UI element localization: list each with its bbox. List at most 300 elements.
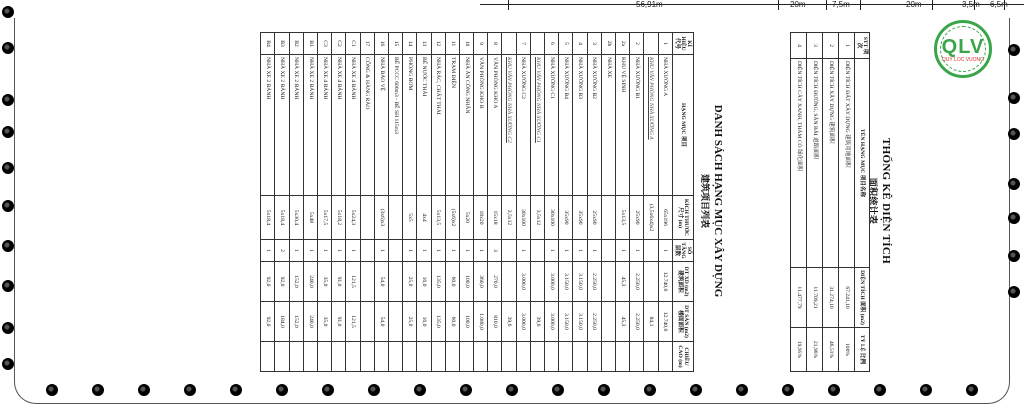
- table-cell: NHÀ XƯỞNG B4: [559, 55, 573, 196]
- column-header: DIỆN TÍCH 面积 (m2): [855, 268, 870, 328]
- table-row: [587, 33, 601, 372]
- table-cell: 45,3: [615, 302, 629, 342]
- table-cell: [601, 240, 615, 262]
- table-row: [403, 33, 417, 372]
- table-cell: 67.241,10: [839, 268, 855, 328]
- dimension-label: 56,91m: [636, 0, 663, 9]
- table-cell: DIỆN TÍCH XÂY DỰNG 建筑面积: [823, 59, 839, 268]
- table-cell: 4x4: [417, 196, 431, 240]
- table-cell: [516, 342, 530, 372]
- table-cell: 1: [658, 33, 672, 55]
- table-row: [261, 33, 275, 372]
- rotated-schedule-sheet: [190, 24, 900, 380]
- table-cell: 5x48: [303, 196, 317, 240]
- table-row: [630, 33, 644, 372]
- table-cell: 13: [417, 33, 431, 55]
- table-cell: [360, 342, 374, 372]
- table-cell: 121,5: [346, 302, 360, 342]
- table-cell: KHU VĂN PHÒNG NHÀ XƯỞNG C1: [530, 55, 544, 196]
- table-cell: 100,0: [459, 302, 473, 342]
- column-header: TỶ LỆ 比例: [855, 328, 870, 372]
- table-cell: 3: [807, 33, 823, 59]
- bolt-marker: [322, 384, 334, 396]
- table-cell: 17: [360, 33, 374, 55]
- table-cell: [559, 342, 573, 372]
- table-cell: 3.150,0: [559, 262, 573, 302]
- column-header: KÍCH THƯỚC 尺寸 (m): [672, 196, 693, 240]
- table-row: [474, 33, 488, 372]
- table-cell: NHÀ XE 2 BÁNH: [261, 55, 275, 196]
- table-cell: 92,0: [261, 302, 275, 342]
- table-cell: 1: [630, 240, 644, 262]
- dimension-label: 3,5m: [962, 0, 980, 9]
- table-cell: 152,0: [289, 262, 303, 302]
- table-cell: 1: [474, 240, 488, 262]
- table-cell: 5x5: [403, 196, 417, 240]
- bolt-marker: [460, 384, 472, 396]
- table-cell: 135,0: [431, 302, 445, 342]
- area-summary-table: [790, 32, 870, 372]
- table-cell: 35x90: [559, 196, 573, 240]
- table-cell: NHÀ ĂN CÔNG NHÂN: [459, 55, 473, 196]
- column-header: DT SÀN (m2) 楼面面积: [672, 302, 693, 342]
- bolt-marker: [782, 384, 794, 396]
- table-cell: [644, 342, 658, 372]
- table-cell: [318, 342, 332, 372]
- table-cell: C3: [318, 33, 332, 55]
- table-cell: [644, 33, 658, 55]
- bolt-marker: [690, 384, 702, 396]
- table-cell: 16,0: [417, 262, 431, 302]
- table-cell: BỂ NƯỚC THẢI: [417, 55, 431, 196]
- bolt-marker: [966, 384, 978, 396]
- bolt-marker: [414, 384, 426, 396]
- table-row: [360, 33, 374, 372]
- table-cell: 92,0: [261, 262, 275, 302]
- table-cell: [530, 342, 544, 372]
- table-cell: 12.740,0: [658, 302, 672, 342]
- bolt-marker: [2, 240, 14, 252]
- table-cell: [545, 342, 559, 372]
- table-row: [545, 33, 559, 372]
- table-cell: [601, 342, 615, 372]
- summary-title: [867, 36, 892, 366]
- bolt-marker: [1008, 128, 1020, 140]
- construction-items-table: [260, 32, 694, 372]
- table-cell: 3.150,0: [573, 302, 587, 342]
- table-cell: [601, 196, 615, 240]
- table-cell: [388, 262, 402, 302]
- table-cell: 6: [545, 33, 559, 55]
- bolt-marker: [874, 384, 886, 396]
- table-row: [791, 33, 807, 372]
- items-title-text: DANH SÁCH HẠNG MỤC XÂY DỰNG: [712, 104, 724, 298]
- table-cell: 30x100: [516, 196, 530, 240]
- table-cell: 4: [573, 33, 587, 55]
- dimension-tick: [778, 0, 779, 10]
- table-row: [275, 33, 289, 372]
- table-row: [459, 33, 473, 372]
- logo-ring: [940, 26, 986, 72]
- table-row: [388, 33, 402, 372]
- bolt-marker: [1008, 178, 1020, 190]
- table-cell: 3: [488, 240, 502, 262]
- table-cell: NHÀ XƯỞNG A: [658, 55, 672, 196]
- table-cell: [530, 240, 544, 262]
- table-row: [573, 33, 587, 372]
- table-cell: 35x90: [573, 196, 587, 240]
- table-cell: KHU VĂN PHÒNG NHÀ XƯỞNG A: [644, 55, 658, 196]
- item-rows: [261, 33, 672, 372]
- table-cell: 25,0: [403, 302, 417, 342]
- table-cell: 1: [658, 240, 672, 262]
- table-cell: KHU VỆ SINH: [615, 55, 629, 196]
- table-cell: (5x6)x2: [445, 196, 459, 240]
- table-cell: PHÒNG BƠM: [403, 55, 417, 196]
- table-cell: VĂN PHÒNG KHO A: [488, 55, 502, 196]
- table-cell: 1: [289, 240, 303, 262]
- bolt-marker: [138, 384, 150, 396]
- table-cell: [360, 262, 374, 302]
- table-cell: [587, 342, 601, 372]
- table-cell: 54,0: [374, 262, 388, 302]
- table-cell: 31.274,10: [823, 268, 839, 328]
- table-cell: 3.000,0: [545, 262, 559, 302]
- table-cell: [502, 262, 516, 302]
- table-cell: [360, 196, 374, 240]
- table-cell: 12.740,0: [658, 262, 672, 302]
- table-cell: 1: [545, 240, 559, 262]
- table-cell: 60,0: [445, 262, 459, 302]
- table-cell: 4: [791, 33, 807, 59]
- table-cell: 65x196: [658, 196, 672, 240]
- table-cell: [346, 342, 360, 372]
- table-cell: [573, 342, 587, 372]
- column-header: HẠNG MỤC 项目: [672, 55, 693, 196]
- table-row: [601, 33, 615, 372]
- table-cell: 19,95%: [791, 328, 807, 372]
- table-cell: TRẠM ĐIỆN: [445, 55, 459, 196]
- bolt-marker: [598, 384, 610, 396]
- table-cell: NHÀ XƯỞNG B3: [573, 55, 587, 196]
- table-cell: 16: [374, 33, 388, 55]
- bolt-marker: [184, 384, 196, 396]
- table-cell: 35,0: [318, 262, 332, 302]
- table-cell: NHÀ XƯỞNG B1: [630, 55, 644, 196]
- table-cell: 2.250,0: [630, 302, 644, 342]
- table-cell: 91,0: [332, 262, 346, 302]
- table-cell: 2a: [615, 33, 629, 55]
- table-cell: 1: [303, 240, 317, 262]
- bolt-marker: [736, 384, 748, 396]
- table-row: [318, 33, 332, 372]
- table-cell: 5x30,4: [289, 196, 303, 240]
- table-cell: [530, 33, 544, 55]
- column-header: STT 项次: [855, 33, 870, 59]
- dimension-label: 6,5m: [990, 0, 1008, 9]
- table-cell: [360, 302, 374, 342]
- table-cell: 121,5: [346, 262, 360, 302]
- table-cell: [601, 302, 615, 342]
- table-row: [615, 33, 629, 372]
- bolt-marker: [230, 384, 242, 396]
- table-cell: 2b: [601, 33, 615, 55]
- table-cell: [488, 342, 502, 372]
- table-cell: 1: [839, 33, 855, 59]
- table-cell: 8: [488, 33, 502, 55]
- table-cell: 91,0: [332, 302, 346, 342]
- table-cell: 270,0: [488, 262, 502, 302]
- table-cell: 1: [318, 240, 332, 262]
- table-cell: 15: [388, 33, 402, 55]
- table-cell: 5x20: [459, 196, 473, 240]
- table-cell: 360,0: [474, 262, 488, 302]
- table-cell: 1: [573, 240, 587, 262]
- table-cell: 25,0: [403, 262, 417, 302]
- table-cell: [388, 240, 402, 262]
- summary-title-cn: 面积统计表: [868, 177, 878, 225]
- bolt-marker: [2, 42, 14, 54]
- table-cell: 5x13,5: [615, 196, 629, 240]
- table-cell: 240,0: [303, 262, 317, 302]
- table-cell: 810,0: [488, 302, 502, 342]
- bolt-marker: [1008, 250, 1020, 262]
- bolt-marker: [92, 384, 104, 396]
- table-cell: NHÀ XƯỞNG C2: [516, 55, 530, 196]
- table-cell: [388, 342, 402, 372]
- table-cell: 35,0: [318, 302, 332, 342]
- bolt-marker: [506, 384, 518, 396]
- column-header: SỐ TẦNG 层数: [672, 240, 693, 262]
- table-cell: [502, 240, 516, 262]
- table-cell: 3,5x12: [502, 196, 516, 240]
- table-cell: [644, 262, 658, 302]
- table-row: [332, 33, 346, 372]
- table-cell: B3: [275, 33, 289, 55]
- table-cell: B4: [261, 33, 275, 55]
- table-cell: NHÀ XE 4 BÁNH: [346, 55, 360, 196]
- table-cell: 11: [445, 33, 459, 55]
- table-cell: 5x13,5: [431, 196, 445, 240]
- bolt-marker: [2, 6, 14, 18]
- bolt-marker: [2, 280, 14, 292]
- table-cell: 3.150,0: [559, 302, 573, 342]
- dimension-label: 20m: [906, 0, 922, 9]
- table-row: [839, 33, 855, 372]
- table-cell: 16,0: [417, 302, 431, 342]
- table-cell: 7: [516, 33, 530, 55]
- items-title: [699, 36, 724, 366]
- table-cell: 12: [431, 33, 445, 55]
- table-row: [658, 33, 672, 372]
- summary-title-text: THỐNG KÊ DIỆN TÍCH: [880, 138, 892, 264]
- table-cell: 3.000,0: [516, 302, 530, 342]
- table-cell: [474, 342, 488, 372]
- table-cell: [459, 342, 473, 372]
- table-cell: 10: [459, 33, 473, 55]
- table-cell: 54,0: [374, 302, 388, 342]
- table-cell: NHÀ XƯỞNG B2: [587, 55, 601, 196]
- bolt-marker: [1008, 286, 1020, 298]
- table-cell: (3,5x6x4)x2: [644, 196, 658, 240]
- table-cell: 3.000,0: [545, 302, 559, 342]
- table-cell: [417, 342, 431, 372]
- table-row: [431, 33, 445, 372]
- bolt-marker: [2, 322, 14, 334]
- bolt-marker: [1008, 212, 1020, 224]
- table-cell: 5x24,3: [346, 196, 360, 240]
- bolt-marker: [552, 384, 564, 396]
- table-cell: 21,96%: [807, 328, 823, 372]
- table-row: [303, 33, 317, 372]
- table-cell: 1: [374, 240, 388, 262]
- table-cell: 5x17,5: [318, 196, 332, 240]
- table-cell: B1: [303, 33, 317, 55]
- table-cell: 2: [630, 33, 644, 55]
- table-cell: (3x6)x3: [374, 196, 388, 240]
- table-cell: 25x90: [630, 196, 644, 240]
- bolt-marker: [2, 358, 14, 370]
- table-cell: NHÀ XE 2 BÁNH: [289, 55, 303, 196]
- table-cell: 15x18: [488, 196, 502, 240]
- bolt-marker: [2, 94, 14, 106]
- table-cell: 30x100: [545, 196, 559, 240]
- table-cell: [360, 240, 374, 262]
- table-cell: NHÀ XE 4 BÁNH: [332, 55, 346, 196]
- table-cell: 1: [403, 240, 417, 262]
- table-cell: 1.080,0: [474, 302, 488, 342]
- logo-text: QUY LOC VUONG: [941, 56, 985, 63]
- table-header-row: [855, 33, 870, 372]
- bolt-marker: [46, 384, 58, 396]
- dimension-label: 20m: [790, 0, 806, 9]
- table-cell: [431, 342, 445, 372]
- table-cell: 184,0: [275, 302, 289, 342]
- table-cell: 1: [445, 240, 459, 262]
- table-cell: 1: [431, 240, 445, 262]
- table-row: [445, 33, 459, 372]
- table-cell: [403, 342, 417, 372]
- table-cell: C2: [332, 33, 346, 55]
- table-row: [559, 33, 573, 372]
- table-row: [823, 33, 839, 372]
- table-cell: 1: [516, 240, 530, 262]
- table-header-row: [672, 33, 693, 372]
- bolt-marker: [828, 384, 840, 396]
- table-cell: 1: [459, 240, 473, 262]
- table-cell: [261, 342, 275, 372]
- table-cell: 45,3: [615, 262, 629, 302]
- table-row: [346, 33, 360, 372]
- table-cell: [630, 342, 644, 372]
- table-cell: [388, 196, 402, 240]
- table-cell: 1: [587, 240, 601, 262]
- table-cell: 3.150,0: [573, 262, 587, 302]
- table-cell: 84,1: [644, 302, 658, 342]
- bolt-marker: [1008, 92, 1020, 104]
- table-cell: [289, 342, 303, 372]
- items-title-cn: 建筑项目列表: [700, 173, 710, 228]
- dimension-label: 7,5m: [832, 0, 850, 9]
- bolt-marker: [368, 384, 380, 396]
- table-cell: 2: [823, 33, 839, 59]
- table-cell: 2.250,0: [587, 262, 601, 302]
- table-cell: 1: [346, 240, 360, 262]
- table-cell: 135,0: [431, 262, 445, 302]
- table-cell: [303, 342, 317, 372]
- table-cell: 39,6: [530, 302, 544, 342]
- dimension-line: [480, 4, 1024, 5]
- table-cell: [388, 302, 402, 342]
- dimension-tick: [826, 0, 827, 10]
- table-cell: NHÀ RÁC, CHẤT THẢI: [431, 55, 445, 196]
- table-cell: VĂN PHÒNG KHO B: [474, 55, 488, 196]
- table-row: [488, 33, 502, 372]
- table-cell: NHÀ XƯỞNG C1: [545, 55, 559, 196]
- schedule-content: [190, 24, 900, 380]
- table-cell: 3,5x12: [530, 196, 544, 240]
- table-cell: 5x18,4: [275, 196, 289, 240]
- bolt-marker: [2, 200, 14, 212]
- dimension-tick: [860, 0, 861, 10]
- bolt-marker: [644, 384, 656, 396]
- table-cell: CỔNG & HÀNG RÀO: [360, 55, 374, 196]
- table-cell: NHÀ BẢO VỆ: [374, 55, 388, 196]
- table-cell: 152,0: [289, 302, 303, 342]
- table-cell: 2.250,0: [587, 302, 601, 342]
- table-cell: 3.000,0: [516, 262, 530, 302]
- table-row: [807, 33, 823, 372]
- column-header: DT XD (m2) 建筑面积: [672, 262, 693, 302]
- logo-mark: QLV: [941, 35, 985, 58]
- table-cell: 1: [332, 240, 346, 262]
- column-header: CHIỀU CAO (m): [672, 342, 693, 372]
- table-cell: [658, 342, 672, 372]
- table-cell: 1: [615, 240, 629, 262]
- table-cell: 9: [474, 33, 488, 55]
- table-row: [644, 33, 658, 372]
- table-cell: [374, 342, 388, 372]
- table-cell: [601, 262, 615, 302]
- dimension-tick: [932, 0, 933, 10]
- table-cell: 92,0: [275, 262, 289, 302]
- table-row: [530, 33, 544, 372]
- table-cell: BỂ PCCC 600m3 - BỂ SH 115m3: [388, 55, 402, 196]
- bolt-marker: [920, 384, 932, 396]
- bolt-marker: [2, 126, 14, 138]
- table-cell: 2.250,0: [630, 262, 644, 302]
- column-header: TÊN HẠNG MỤC 项目名称: [855, 59, 870, 268]
- table-cell: [615, 342, 629, 372]
- table-cell: 11.709,21: [807, 268, 823, 328]
- summary-rows: [791, 33, 855, 372]
- table-cell: NHÀ XE 4 BÁNH: [318, 55, 332, 196]
- table-cell: NHÀ XE 2 BÁNH: [275, 55, 289, 196]
- table-cell: 11.477,79: [791, 268, 807, 328]
- table-cell: DIỆN TÍCH CÂY XANH, THẢM CỎ 绿化面积: [791, 59, 807, 268]
- table-cell: 100,0: [459, 262, 473, 302]
- table-cell: [502, 342, 516, 372]
- table-cell: 1: [417, 240, 431, 262]
- table-cell: 2: [275, 240, 289, 262]
- table-cell: 14: [403, 33, 417, 55]
- table-cell: 25x90: [587, 196, 601, 240]
- column-header: KÍ HIỆU 代号: [672, 33, 693, 55]
- table-cell: 3: [587, 33, 601, 55]
- bolt-marker: [1008, 44, 1020, 56]
- table-cell: 1: [559, 240, 573, 262]
- company-logo: [934, 20, 992, 78]
